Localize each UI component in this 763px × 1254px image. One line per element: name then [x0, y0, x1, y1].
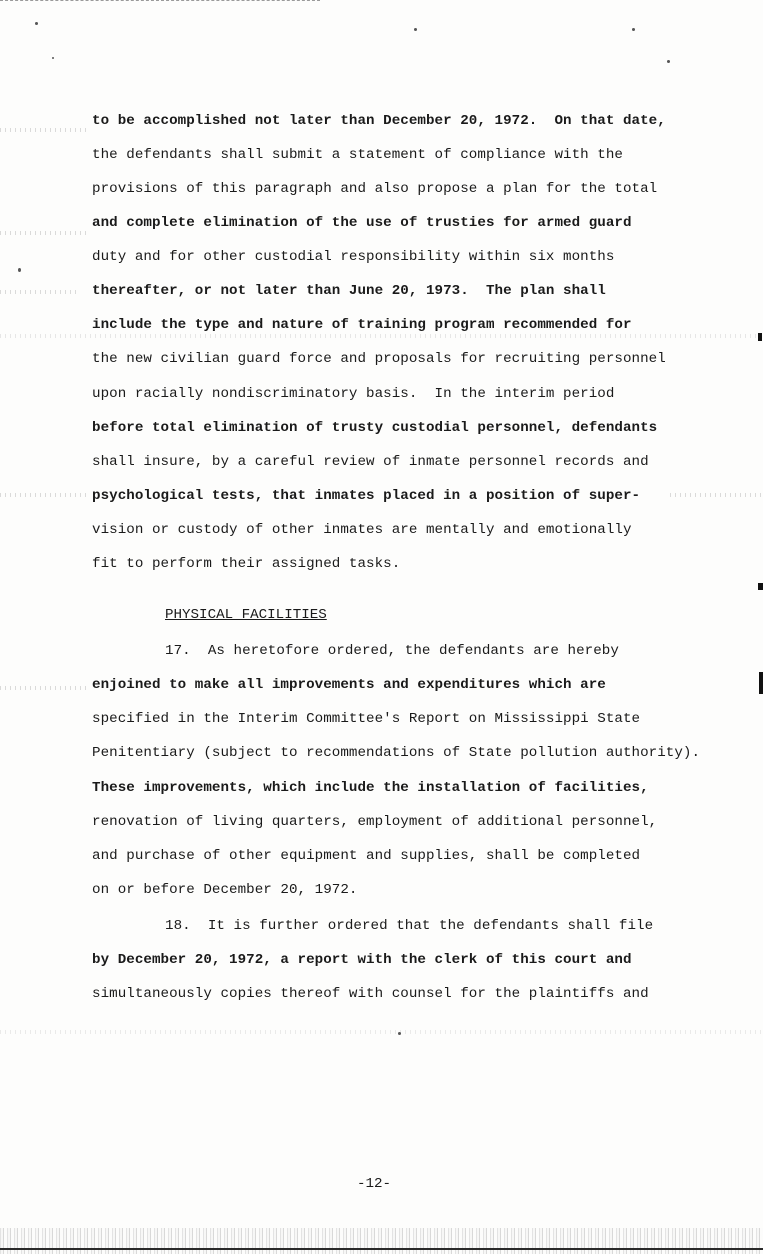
text-line: simultaneously copies thereof with counsel for the plaintiffs and [92, 986, 649, 1002]
text-line: and purchase of other equipment and supplies, shall be completed [92, 848, 641, 864]
text-line: before total elimination of trusty custodial personnel, defendants [92, 420, 658, 436]
text-line: fit to perform their assigned tasks. [92, 556, 401, 572]
speck [414, 28, 417, 31]
scan-bottom-edge [0, 1228, 763, 1254]
text-line: the new civilian guard force and proposals for recruiting personnel [92, 351, 666, 367]
text-line: to be accomplished not later than December 20, 1972. On that date, [92, 113, 666, 129]
text-line: These improvements, which include the installation of facilities, [92, 780, 649, 796]
text-line: provisions of this paragraph and also propose a plan for the total [92, 181, 658, 197]
text-line: duty and for other custodial responsibility within six months [92, 249, 615, 265]
text-line: include the type and nature of training program recommended for [92, 317, 632, 333]
text-line: 18. It is further ordered that the defendants shall file [165, 918, 654, 934]
margin-mark [758, 333, 762, 341]
text-line: enjoined to make all improvements and expenditures which are [92, 677, 606, 693]
text-line: and complete elimination of the use of trusties for armed guard [92, 215, 632, 231]
text-line: thereafter, or not later than June 20, 1973. The plan shall [92, 283, 606, 299]
scan-noise [0, 1030, 763, 1034]
scan-noise [0, 334, 763, 338]
top-dashed-rule [0, 0, 320, 1]
scan-noise [0, 290, 80, 294]
text-line: renovation of living quarters, employment of additional personnel, [92, 814, 658, 830]
speck [398, 1032, 401, 1035]
scan-noise [0, 686, 90, 690]
margin-mark [759, 672, 763, 694]
section-heading: PHYSICAL FACILITIES [165, 607, 327, 623]
text-line: upon racially nondiscriminatory basis. In the interim period [92, 386, 615, 402]
margin-mark [758, 583, 763, 590]
text-line: 17. As heretofore ordered, the defendants are hereby [165, 643, 619, 659]
scan-noise [0, 128, 90, 132]
text-line: Penitentiary (subject to recommendations of State pollution authority). [92, 745, 701, 761]
speck [667, 60, 670, 63]
text-line: specified in the Interim Committee's Report on Mississippi State [92, 711, 641, 727]
scan-noise [670, 493, 763, 497]
speck [52, 57, 54, 59]
text-line: vision or custody of other inmates are mentally and emotionally [92, 522, 632, 538]
text-line: on or before December 20, 1972. [92, 882, 358, 898]
page-number: -12- [357, 1176, 392, 1192]
scan-bottom-line [0, 1248, 763, 1250]
speck [632, 28, 635, 31]
text-line: psychological tests, that inmates placed in a position of super- [92, 488, 641, 504]
scan-noise [0, 493, 90, 497]
speck [35, 22, 38, 25]
speck [18, 268, 21, 272]
text-line: shall insure, by a careful review of inmate personnel records and [92, 454, 649, 470]
text-line: by December 20, 1972, a report with the clerk of this court and [92, 952, 632, 968]
text-line: the defendants shall submit a statement of compliance with the [92, 147, 623, 163]
scan-noise [0, 231, 90, 235]
